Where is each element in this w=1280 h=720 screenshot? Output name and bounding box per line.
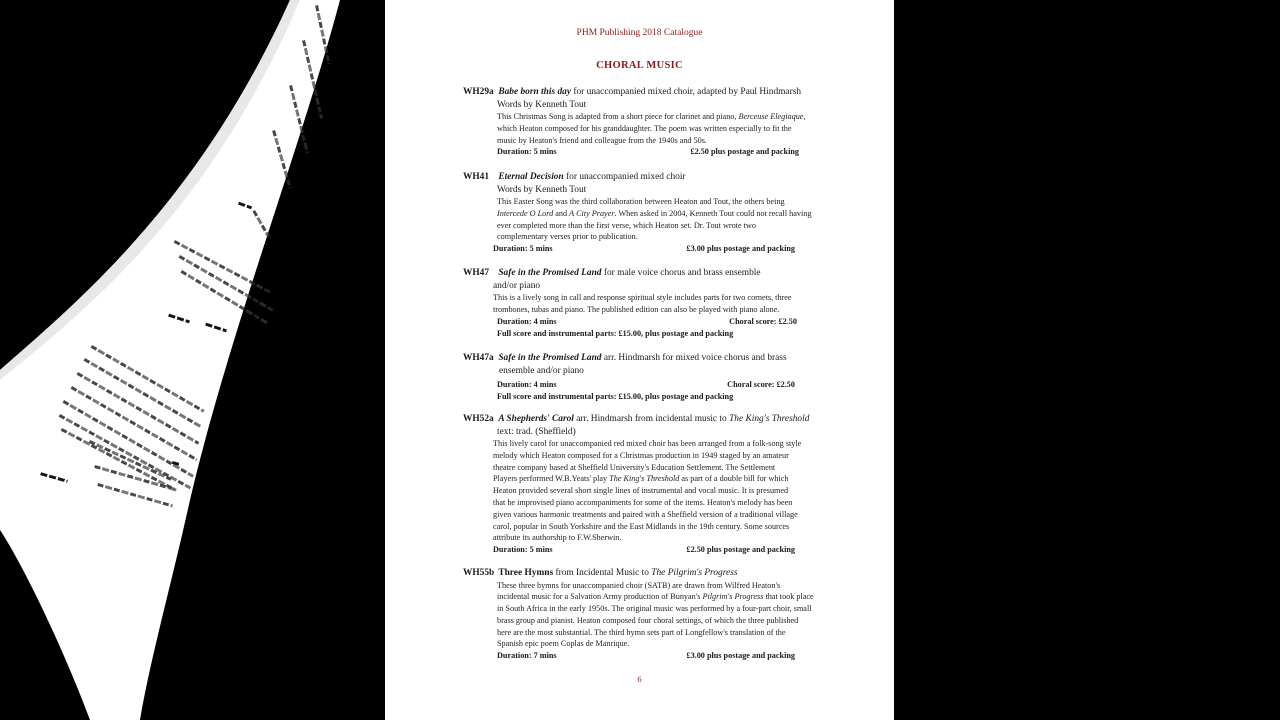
entry-heading xyxy=(463,267,819,280)
desc-text: melody which Heaton composed for a Christmas production in 1949 staged by an amateur xyxy=(493,450,789,460)
desc-text: which Heaton composed for his granddaughter. The poem was written especially to fit the xyxy=(497,123,792,133)
desc-italic: Intercede O Lord xyxy=(497,208,554,218)
desc-text: Heaton provided several short single lines of instrumental and vocal music. It is presumed xyxy=(493,486,789,496)
entry-code: WH41 xyxy=(463,172,490,182)
entry-full-score xyxy=(463,391,819,403)
entry-description xyxy=(463,196,819,243)
desc-text: attribute its authorship to F.W.Sherwin. xyxy=(493,533,622,543)
running-header: PHM Publishing 2018 Catalogue xyxy=(576,28,703,38)
desc-text: trombones, tubas and piano. The published edition can also be played with piano alone. xyxy=(493,304,780,314)
entry-duration: Duration: 5 mins xyxy=(493,244,553,254)
desc-text: complementary verses prior to publication. xyxy=(497,232,638,242)
entry-title-italic: The King's Threshold xyxy=(729,414,810,424)
desc-italic: Pilgrim's Progress xyxy=(702,592,764,602)
page-curl-transition xyxy=(0,0,385,720)
entry-description xyxy=(463,580,819,651)
desc-text: incidental music for a Salvation Army production of Bunyan's xyxy=(497,592,703,602)
entry-price: Choral score: £2.50 xyxy=(729,316,797,326)
entry-title-rest: for male voice chorus and brass ensemble xyxy=(601,268,761,278)
entry-duration: Duration: 4 mins xyxy=(497,316,557,326)
entry-heading xyxy=(463,413,819,426)
desc-italic: The King's Threshold xyxy=(609,474,680,484)
entry-full-score-price: Full score and instrumental parts: £15.00, plus postage and packing xyxy=(497,328,734,338)
entry-duration-price xyxy=(463,544,819,556)
entry-description xyxy=(463,438,819,544)
desc-text: Spanish epic poem Coplas de Manrique. xyxy=(497,639,630,649)
desc-text: given various harmonic treatments and paired with a Sheffield version of a traditional village xyxy=(493,509,798,519)
entry-title: Safe in the Promised Land xyxy=(498,268,602,278)
entry-subline: Words by Kenneth Tout xyxy=(497,184,587,195)
entry-title: Babe born this day xyxy=(498,87,572,97)
desc-text: These three hymns for unaccompanied choir (SATB) are drawn from Wilfred Heaton's xyxy=(497,580,781,590)
curling-page-shape xyxy=(0,0,385,720)
entry-code: WH55b xyxy=(463,568,495,578)
entry-heading xyxy=(463,171,819,184)
desc-text: brass group and pianist. Heaton composed four choral settings, of which the three published xyxy=(497,615,799,625)
desc-text: Players performed W.B.Yeats' play xyxy=(493,474,610,484)
entry-code: WH47a xyxy=(463,353,494,363)
entry-price: Choral score: £2.50 xyxy=(727,380,795,389)
entry-title-rest: for unaccompanied mixed choir, adapted by Paul Hindmarsh xyxy=(571,87,802,97)
desc-text: theatre company based at Sheffield University's Education Settlement. The Settlement xyxy=(493,462,776,472)
desc-text: and xyxy=(553,208,570,218)
desc-text: ever completed more than the first verse, which Heaton set. Dr. Tout wrote two xyxy=(497,220,756,230)
page-number: 6 xyxy=(637,674,642,684)
entry-price: £2.50 plus postage and packing xyxy=(686,545,795,555)
entry-title: Safe in the Promised Land xyxy=(498,353,602,363)
catalogue-page xyxy=(385,0,894,720)
entry-duration-price xyxy=(463,316,819,328)
entry-description xyxy=(463,111,819,146)
entry-subline: ensemble and/or piano xyxy=(499,365,584,376)
entry-subline: Words by Kenneth Tout xyxy=(497,99,587,110)
entry-title: Eternal Decision xyxy=(498,172,564,182)
entry-heading xyxy=(463,352,819,365)
entry-full-score-price: Full score and instrumental parts: £15.00, plus postage and packing xyxy=(497,392,734,401)
desc-text: in South Africa in the early 1950s. The original music was performed by a four-part choir, small xyxy=(497,604,812,614)
catalogue-entry xyxy=(463,567,819,662)
desc-italic: A City Prayer xyxy=(569,208,615,218)
desc-text: that took place xyxy=(763,592,814,602)
section-title: CHORAL MUSIC xyxy=(596,60,683,71)
entry-subline: and/or piano xyxy=(493,280,541,291)
entry-code: WH52a xyxy=(463,414,494,424)
catalogue-entry xyxy=(463,267,819,340)
catalogue-entry xyxy=(463,352,819,403)
entry-title-rest: for unaccompanied mixed choir xyxy=(563,172,686,182)
entry-duration-price xyxy=(463,243,819,255)
desc-text: as part of a double bill for which xyxy=(679,474,789,484)
desc-text: This Easter Song was the third collaboration between Heaton and Tout, the others being xyxy=(497,197,785,206)
entry-price: £3.00 plus postage and packing xyxy=(686,651,795,661)
desc-text: This is a lively song in call and response spiritual style includes parts for two cornets, three xyxy=(493,293,792,302)
desc-text: This lively carol for unaccompanied red mixed choir has been arranged from a folk-song style xyxy=(493,439,802,448)
entry-price: £3.00 plus postage and packing xyxy=(686,244,795,254)
catalogue-entry xyxy=(463,171,819,255)
entry-title-rest: arr. Hindmarsh from incidental music to xyxy=(573,414,730,424)
desc-text: This Christmas Song is adapted from a short piece for clarinet and piano, xyxy=(497,112,739,121)
desc-text: music by Heaton's friend and colleague from the 1940s and 50s. xyxy=(497,135,707,145)
entry-duration-price xyxy=(463,146,819,158)
entry-description xyxy=(463,292,819,316)
entry-title-italic: The Pilgrim's Progress xyxy=(651,568,738,578)
entry-title-rest: arr. Hindmarsh for mixed voice chorus and brass xyxy=(601,353,787,363)
entry-code: WH29a xyxy=(463,87,494,97)
desc-italic: Berceuse Elegiaque xyxy=(738,112,804,121)
entry-duration-price xyxy=(463,650,819,662)
desc-text: here are the most substantial. The third hymn sets part of Longfellow's translation of the xyxy=(497,627,786,637)
entry-full-score xyxy=(463,328,819,340)
entry-duration-price xyxy=(463,379,819,391)
entry-subline: text: trad. (Sheffield) xyxy=(497,426,576,437)
desc-text: , xyxy=(803,112,806,121)
desc-text: carol, popular in South Yorkshire and the East Midlands in the 19th century. Some sources xyxy=(493,521,790,531)
entry-duration: Duration: 5 mins xyxy=(497,147,557,157)
desc-text: . When asked in 2004, Kenneth Tout could not recall having xyxy=(614,208,812,218)
entry-heading xyxy=(463,567,819,580)
desc-text: that he improvised piano accompaniments for some of the items. Heaton's melody has been xyxy=(493,497,793,507)
catalogue-entry xyxy=(463,413,819,556)
entry-duration: Duration: 4 mins xyxy=(497,380,557,389)
entry-title-rest: from Incidental Music to xyxy=(553,568,652,578)
entry-duration: Duration: 5 mins xyxy=(493,545,553,555)
catalogue-entry xyxy=(463,86,819,158)
entry-title: Three Hymns xyxy=(498,568,554,578)
entry-price: £2.50 plus postage and packing xyxy=(690,147,799,157)
entry-duration: Duration: 7 mins xyxy=(497,651,557,661)
entry-heading xyxy=(463,86,819,99)
entry-code: WH47 xyxy=(463,268,490,278)
entry-title: A Shepherds' Carol xyxy=(498,414,574,424)
